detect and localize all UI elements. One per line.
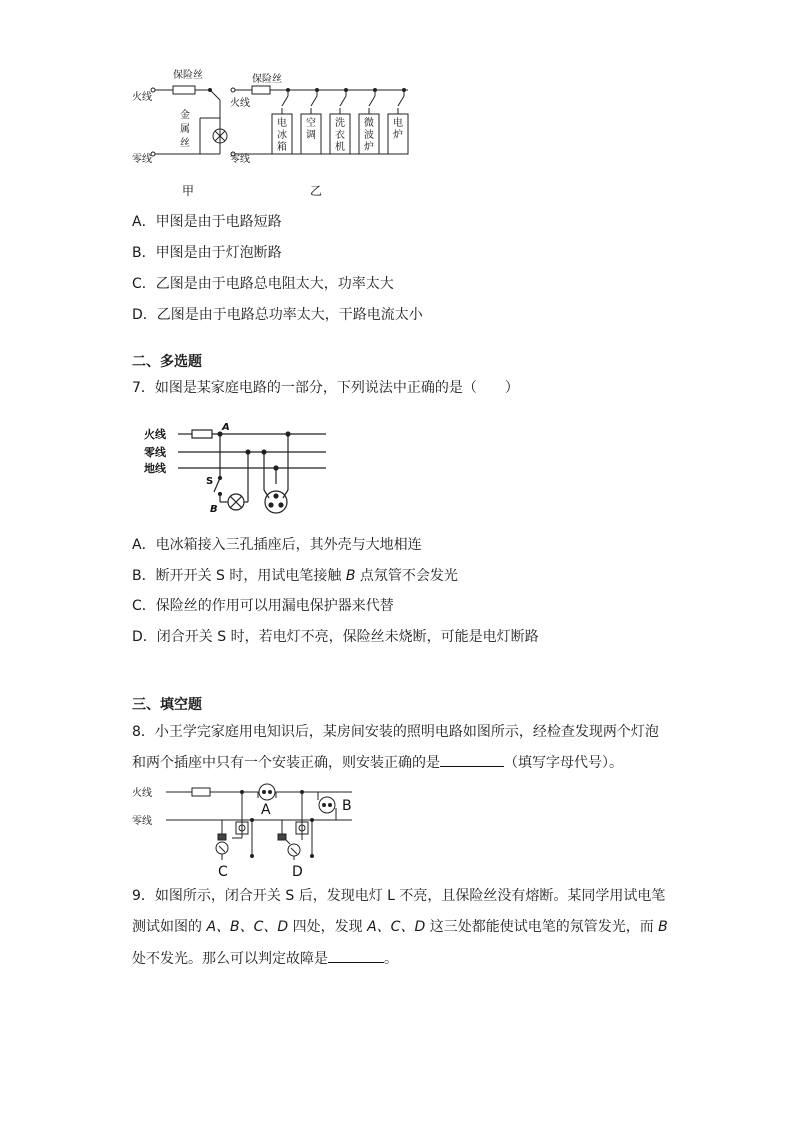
q9-line-1: 9．如图所示，闭合开关 S 后，发现电灯 L 不亮，且保险丝没有熔断。某同学用试电笔 xyxy=(132,888,666,904)
q8-neutral-label: 零线 xyxy=(132,816,152,827)
figure-fuse-circuits xyxy=(130,62,430,202)
q8-line-1: 8．小王学完家庭用电知识后，某房间安装的照明电路如图所示，经检查发现两个灯泡 xyxy=(132,724,659,740)
q7-option-a: A．电冰箱接入三孔插座后，其外壳与大地相连 xyxy=(132,537,422,553)
q8-label-d: D xyxy=(292,864,303,880)
q6-option-b: B．甲图是由于灯泡断路 xyxy=(132,245,282,261)
fig1-yi-caption: 乙 xyxy=(310,184,323,198)
appliance-label-2-0: 洗 xyxy=(335,118,345,129)
q7-point-a: A xyxy=(222,422,230,433)
appliance-label-4-1: 炉 xyxy=(393,130,403,141)
fig1-jia-neutral-label: 零线 xyxy=(132,154,152,165)
q6-option-a: A．甲图是由于电路短路 xyxy=(132,214,282,230)
fig1-metal-wire-2: 属 xyxy=(180,124,190,135)
q6-option-c: C．乙图是由于电路总电阻太大，功率太大 xyxy=(132,276,394,292)
appliance-label-0-1: 冰 xyxy=(277,130,287,141)
figure-q8-circuit xyxy=(132,780,362,880)
q7-point-b: B xyxy=(210,504,218,515)
appliance-label-0-2: 箱 xyxy=(277,142,287,153)
appliance-label-0-0: 电 xyxy=(277,118,287,129)
q7-stem: 7．如图是某家庭电路的一部分，下列说法中正确的是（ ） xyxy=(132,380,519,396)
q6-option-d: D．乙图是由于电路总功率太大，干路电流太小 xyxy=(132,307,423,323)
appliance-label-1-0: 空 xyxy=(306,118,316,129)
q7-option-c: C．保险丝的作用可以用漏电保护器来代替 xyxy=(132,598,394,614)
q8-answer-blank[interactable] xyxy=(440,752,504,767)
appliance-label-2-2: 机 xyxy=(335,142,345,153)
q8-label-c: C xyxy=(218,864,228,880)
appliance-label-2-1: 衣 xyxy=(335,130,345,141)
fig1-jia-caption: 甲 xyxy=(182,184,195,198)
section-fill-blank-heading: 三、填空题 xyxy=(132,697,202,713)
section-multiple-choice-heading: 二、多选题 xyxy=(132,354,202,370)
fig1-jia-live-label: 火线 xyxy=(132,92,152,103)
q9-answer-blank[interactable] xyxy=(328,948,384,963)
q7-live-label: 火线 xyxy=(144,428,166,441)
fig1-yi-neutral-label: 零线 xyxy=(230,154,250,165)
appliance-label-4-0: 电 xyxy=(393,118,403,129)
q8-live-label: 火线 xyxy=(132,788,152,799)
appliance-label-3-0: 微 xyxy=(364,118,374,129)
fig1-metal-wire-1: 金 xyxy=(180,110,190,121)
q7-option-d: D．闭合开关 S 时，若电灯不亮，保险丝未烧断，可能是电灯断路 xyxy=(132,629,539,645)
fig1-metal-wire-3: 丝 xyxy=(180,138,190,149)
q8-line-2: 和两个插座中只有一个安装正确，则安装正确的是 （填写字母代号）。 xyxy=(132,752,623,773)
q7-option-b: B．断开开关 S 时，用试电笔接触 B 点氖管不会发光 xyxy=(132,568,458,584)
q9-line-3: 处不发光。那么可以判定故障是 。 xyxy=(132,948,398,969)
q7-switch-s: S xyxy=(206,476,214,487)
appliance-label-1-1: 调 xyxy=(306,130,316,141)
appliance-label-3-2: 炉 xyxy=(364,142,374,153)
q7-ground-label: 地线 xyxy=(144,462,166,475)
fig1-yi-live-label: 火线 xyxy=(230,98,250,109)
appliance-label-3-1: 波 xyxy=(364,130,374,141)
q8-label-b: B xyxy=(342,798,352,814)
fig1-yi-fuse-label: 保险丝 xyxy=(252,74,282,85)
q8-label-a: A xyxy=(261,802,271,818)
q9-line-2: 测试如图的 A、B、C、D 四处，发现 A、C、D 这三处都能使试电笔的氖管发光，而 B xyxy=(132,919,668,935)
figure-q7-circuit xyxy=(140,412,340,522)
q7-neutral-label: 零线 xyxy=(144,446,166,459)
fig1-jia-fuse-label: 保险丝 xyxy=(173,70,203,81)
